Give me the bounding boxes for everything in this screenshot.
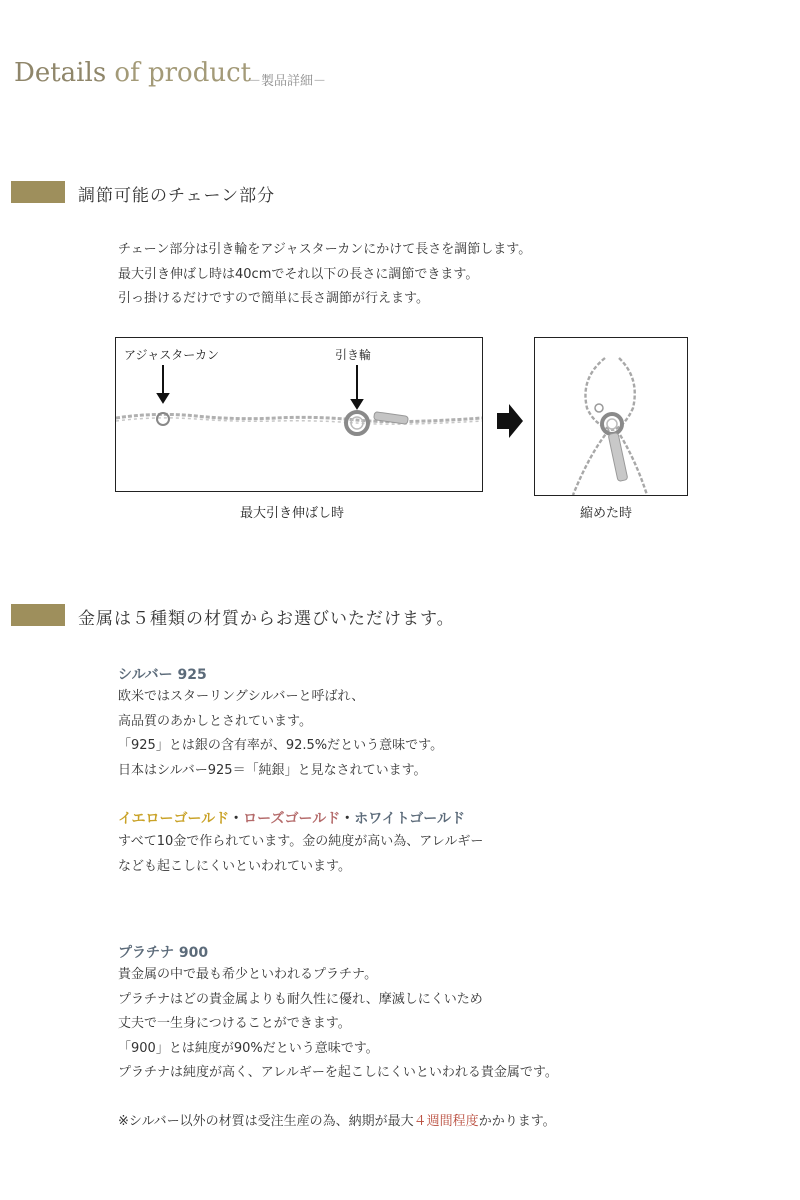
- platinum-description: 貴金属の中で最も希少といわれるプラチナ。 プラチナはどの貴金属よりも耐久性に優れ、摩滅しにくいため 丈夫で一生身につけることができます。 「900」とは純度が90%だという意味です。 プラチナは純度が高く、アレルギーを起こしにくいといわれる貴金属です。: [118, 967, 558, 1080]
- delivery-highlight: ４週間程度: [413, 1114, 479, 1129]
- chain-shortened-image: [534, 337, 688, 496]
- yellow-gold-label: イエローゴールド: [118, 811, 230, 827]
- separator-2: ・: [340, 811, 355, 827]
- white-gold-label: ホワイトゴールド: [354, 811, 465, 827]
- section-heading-chain: 調節可能のチェーン部分: [78, 186, 276, 206]
- silver-description: 欧米ではスターリングシルバーと呼ばれ、 高品質のあかしとされています。 「925」とは銀の含有率が、92.5%だという意味です。 日本はシルバー925＝「純銀」と見なされています。: [118, 689, 444, 778]
- caption-shortened: 縮めた時: [580, 506, 633, 521]
- adjuster-ring: [157, 413, 169, 425]
- platinum-title: プラチナ 900: [118, 945, 209, 961]
- silver-title: シルバー 925: [118, 667, 207, 683]
- arrow-right-icon: [497, 404, 523, 438]
- section-heading-metals: 金属は５種類の材質からお選びいただけます。: [78, 609, 455, 629]
- caption-extended: 最大引き伸ばし時: [240, 506, 345, 521]
- section-marker: [11, 181, 65, 203]
- chain-shortened-illustration: [535, 338, 687, 495]
- label-clasp: 引き輪: [335, 348, 372, 362]
- gold-description: すべて10金で作られています。金の純度が高い為、アレルギー なども起こしにくいといわれています。: [118, 834, 484, 874]
- page-subtitle: －製品詳細－: [248, 74, 327, 89]
- page-title: Details of product: [14, 58, 252, 88]
- rose-gold-label: ローズゴールド: [243, 811, 341, 827]
- delivery-note: ※シルバー以外の材質は受注生産の為、納期が最大４週間程度かかります。: [118, 1114, 556, 1129]
- section-marker: [11, 604, 65, 626]
- gold-title: イエローゴールド・ローズゴールド・ホワイトゴールド: [118, 811, 465, 827]
- chain-description: チェーン部分は引き輪をアジャスターカンにかけて長さを調節します。 最大引き伸ばし時は40cmでそれ以下の長さに調節できます。 引っ掛けるだけですので簡単に長さ調節が行えます。: [118, 242, 532, 306]
- label-adjuster: アジャスターカン: [124, 348, 220, 362]
